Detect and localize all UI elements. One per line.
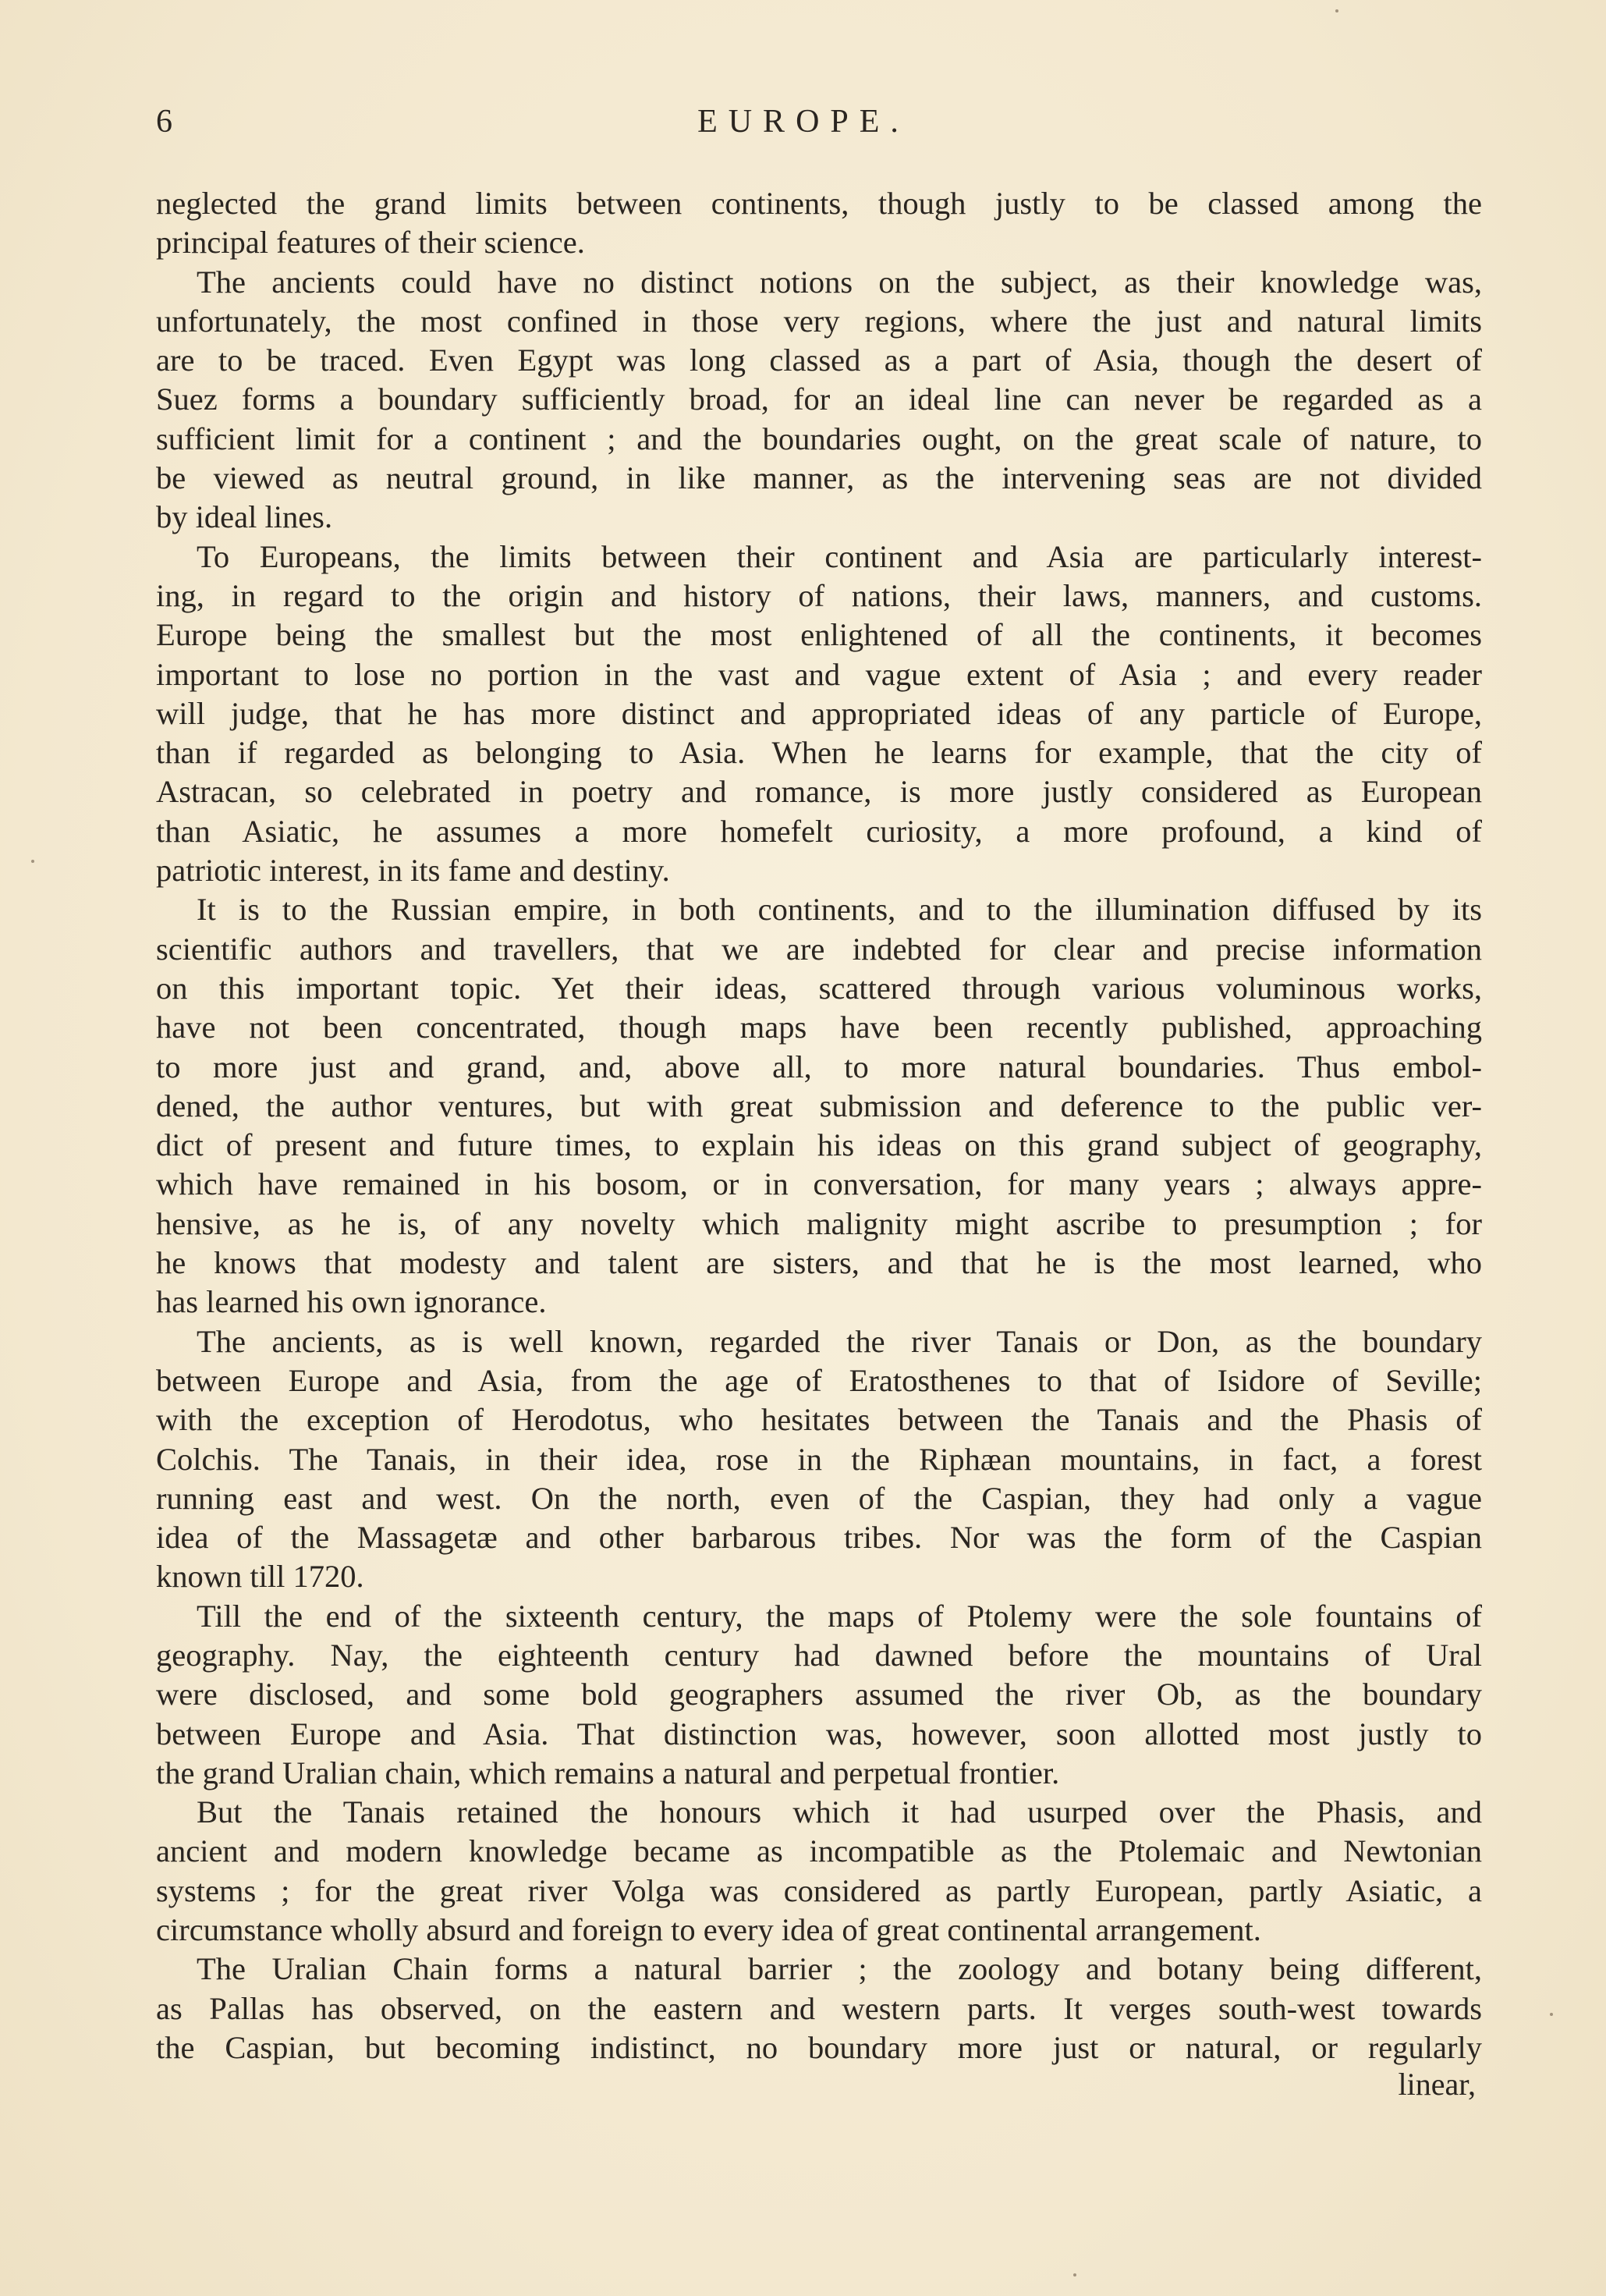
text-line: ing, in regard to the origin and history of nations, their laws, manners, and customs. <box>156 577 1482 613</box>
text-line: as Pallas has observed, on the eastern and western parts. It verges south-west towards <box>156 1990 1482 2026</box>
text-line: dict of present and future times, to explain his ideas on this grand subject of geography, <box>156 1127 1482 1163</box>
text-line: idea of the Massagetæ and other barbarous tribes. Nor was the form of the Caspian <box>156 1520 1482 1556</box>
text-line: than Asiatic, he assumes a more homefelt curiosity, a more profound, a kind of <box>156 813 1482 849</box>
paper-speck <box>1073 2273 1076 2276</box>
catchword: linear, <box>1398 2067 1476 2102</box>
text-line: were disclosed, and some bold geographers assumed the river Ob, as the boundary <box>156 1677 1482 1712</box>
text-line: dened, the author ventures, but with great submission and deference to the public ver- <box>156 1088 1482 1123</box>
text-line: known till 1720. <box>156 1559 364 1595</box>
text-line: systems ; for the great river Volga was considered as partly European, partly Asiatic, a <box>156 1872 1482 1908</box>
text-line: he knows that modesty and talent are sisters, and that he is the most learned, who <box>156 1245 1482 1281</box>
text-line: has learned his own ignorance. <box>156 1284 547 1320</box>
text-line: The Uralian Chain forms a natural barrier ; the zoology and botany being different, <box>197 1951 1482 1987</box>
text-line: the Caspian, but becoming indistinct, no boundary more just or natural, or regularly <box>156 2029 1482 2065</box>
text-line: scientific authors and travellers, that we are indebted for clear and precise information <box>156 931 1482 967</box>
paper-speck <box>31 860 34 863</box>
paragraph <box>156 1322 1482 1597</box>
text-line: Colchis. The Tanais, in their idea, rose in the Riphæan mountains, in fact, a forest <box>156 1441 1482 1477</box>
text-line: principal features of their science. <box>156 225 585 261</box>
text-line: It is to the Russian empire, in both continents, and to the illumination diffused by its <box>197 892 1482 928</box>
text-line: to more just and grand, and, above all, to more natural boundaries. Thus embol- <box>156 1049 1482 1084</box>
text-line: unfortunately, the most confined in those very regions, where the just and natural limits <box>156 303 1482 339</box>
text-line: patriotic interest, in its fame and destiny. <box>156 853 670 889</box>
text-line: are to be traced. Even Egypt was long classed as a part of Asia, though the desert of <box>156 342 1482 378</box>
text-line: sufficient limit for a continent ; and the boundaries ought, on the great scale of nature, to <box>156 421 1482 456</box>
paragraph <box>156 1950 1482 2067</box>
text-line: have not been concentrated, though maps have been recently published, approaching <box>156 1010 1482 1045</box>
text-line: Astracan, so celebrated in poetry and romance, is more justly considered as European <box>156 774 1482 810</box>
text-line: But the Tanais retained the honours which it had usurped over the Phasis, and <box>197 1794 1482 1830</box>
paragraph <box>156 1793 1482 1950</box>
text-line: To Europeans, the limits between their continent and Asia are particularly interest- <box>197 538 1482 574</box>
running-head: EUROPE. <box>697 104 909 140</box>
page-header <box>156 103 1482 150</box>
text-line: circumstance wholly absurd and foreign to every idea of great continental arrangement. <box>156 1912 1261 1948</box>
paragraph <box>156 263 1482 538</box>
text-line: Europe being the smallest but the most enlightened of all the continents, it becomes <box>156 617 1482 653</box>
text-line: will judge, that he has more distinct and appropriated ideas of any particle of Europe, <box>156 695 1482 731</box>
paragraph <box>156 890 1482 1322</box>
text-line: than if regarded as belonging to Asia. When he learns for example, that the city of <box>156 735 1482 771</box>
body-text <box>156 184 1482 2067</box>
text-line: The ancients, as is well known, regarded the river Tanais or Don, as the boundary <box>197 1323 1482 1359</box>
paper-speck <box>1550 2013 1553 2016</box>
text-line: between Europe and Asia. That distinction was, however, soon allotted most justly to <box>156 1716 1482 1751</box>
text-line: important to lose no portion in the vast and vague extent of Asia ; and every reader <box>156 656 1482 692</box>
text-line: ancient and modern knowledge became as incompatible as the Ptolemaic and Newtonian <box>156 1833 1482 1869</box>
text-line: Till the end of the sixteenth century, the maps of Ptolemy were the sole fountains of <box>197 1598 1482 1634</box>
text-line: The ancients could have no distinct notions on the subject, as their knowledge was, <box>197 264 1482 300</box>
text-line: be viewed as neutral ground, in like manner, as the intervening seas are not divided <box>156 460 1482 496</box>
text-line: with the exception of Herodotus, who hesitates between the Tanais and the Phasis of <box>156 1402 1482 1438</box>
text-line: neglected the grand limits between continents, though justly to be classed among the <box>156 186 1482 221</box>
paragraph <box>156 184 1482 263</box>
text-line: on this important topic. Yet their ideas, scattered through various voluminous works, <box>156 970 1482 1006</box>
text-line: the grand Uralian chain, which remains a natural and perpetual frontier. <box>156 1755 1060 1790</box>
paragraph <box>156 538 1482 891</box>
text-line: which have remained in his bosom, or in conversation, for many years ; always appre- <box>156 1166 1482 1202</box>
text-line: geography. Nay, the eighteenth century had dawned before the mountains of Ural <box>156 1637 1482 1673</box>
text-line: running east and west. On the north, even of the Caspian, they had only a vague <box>156 1480 1482 1516</box>
text-line: hensive, as he is, of any novelty which malignity might ascribe to presumption ; for <box>156 1205 1482 1241</box>
text-line: between Europe and Asia, from the age of Eratosthenes to that of Isidore of Seville; <box>156 1362 1482 1398</box>
text-line: by ideal lines. <box>156 499 333 535</box>
text-line: Suez forms a boundary sufficiently broad, for an ideal line can never be regarded as a <box>156 381 1482 417</box>
page-number: 6 <box>156 104 172 140</box>
paper-speck <box>1335 9 1338 12</box>
paragraph <box>156 1597 1482 1793</box>
